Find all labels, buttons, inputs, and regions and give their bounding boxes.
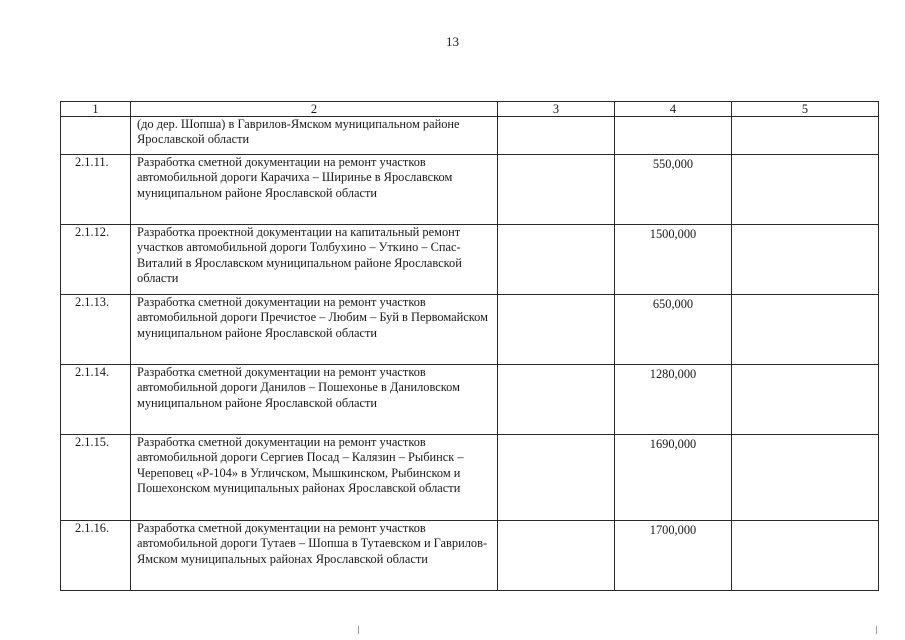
row-description: (до дер. Шопша) в Гаврилов-Ямском муниципальном районе Ярославской области [131, 117, 498, 155]
budget-table [60, 101, 879, 591]
row-col5 [732, 365, 879, 435]
row-col5 [732, 295, 879, 365]
row-amount: 650,000 [615, 295, 732, 365]
row-description: Разработка проектной документации на капитальный ремонт участков автомобильной дороги Толбухино – Уткино – Спас-Виталий в Ярославском муниципальном районе Ярославской области [131, 225, 498, 295]
table-row [61, 365, 879, 435]
column-header: 3 [498, 102, 615, 117]
row-col3 [498, 155, 615, 225]
table-row [61, 225, 879, 295]
table-header-row [61, 102, 879, 117]
row-col3 [498, 521, 615, 591]
row-number: 2.1.11. [61, 155, 131, 225]
row-amount: 1700,000 [615, 521, 732, 591]
table-row [61, 117, 879, 155]
row-col5 [732, 435, 879, 521]
row-number: 2.1.16. [61, 521, 131, 591]
row-description: Разработка сметной документации на ремонт участков автомобильной дороги Тутаев – Шопша в Тутаевском и Гаврилов-Ямском муниципальных районах Ярославской области [131, 521, 498, 591]
table-row [61, 295, 879, 365]
row-amount [615, 117, 732, 155]
row-col5 [732, 225, 879, 295]
row-description: Разработка сметной документации на ремонт участков автомобильной дороги Карачиха – Ширинье в Ярославском муниципальном районе Ярославской области [131, 155, 498, 225]
row-description: Разработка сметной документации на ремонт участков автомобильной дороги Пречистое – Любим – Буй в Первомайском муниципальном районе Ярославской области [131, 295, 498, 365]
row-number: 2.1.13. [61, 295, 131, 365]
row-description: Разработка сметной документации на ремонт участков автомобильной дороги Данилов – Пошехонье в Даниловском муниципальном районе Ярославской области [131, 365, 498, 435]
row-amount: 1280,000 [615, 365, 732, 435]
table-row [61, 521, 879, 591]
row-col3 [498, 295, 615, 365]
row-description: Разработка сметной документации на ремонт участков автомобильной дороги Сергиев Посад – Калязин – Рыбинск – Череповец «Р-104» в Угличском, Мышкинском, Рыбинском и Пошехонском муниципальных районах Ярославской области [131, 435, 498, 521]
table-row [61, 435, 879, 521]
scan-artifact [358, 626, 359, 634]
column-header: 2 [131, 102, 498, 117]
row-amount: 1500,000 [615, 225, 732, 295]
row-amount: 550,000 [615, 155, 732, 225]
row-col3 [498, 117, 615, 155]
row-number: 2.1.15. [61, 435, 131, 521]
row-number [61, 117, 131, 155]
row-col5 [732, 521, 879, 591]
row-col5 [732, 155, 879, 225]
column-header: 1 [61, 102, 131, 117]
row-col3 [498, 435, 615, 521]
column-header: 4 [615, 102, 732, 117]
column-header: 5 [732, 102, 879, 117]
row-col3 [498, 225, 615, 295]
row-number: 2.1.12. [61, 225, 131, 295]
row-amount: 1690,000 [615, 435, 732, 521]
scan-artifact [876, 626, 877, 634]
table-row [61, 155, 879, 225]
page-number: 13 [446, 34, 459, 49]
row-col5 [732, 117, 879, 155]
row-number: 2.1.14. [61, 365, 131, 435]
row-col3 [498, 365, 615, 435]
